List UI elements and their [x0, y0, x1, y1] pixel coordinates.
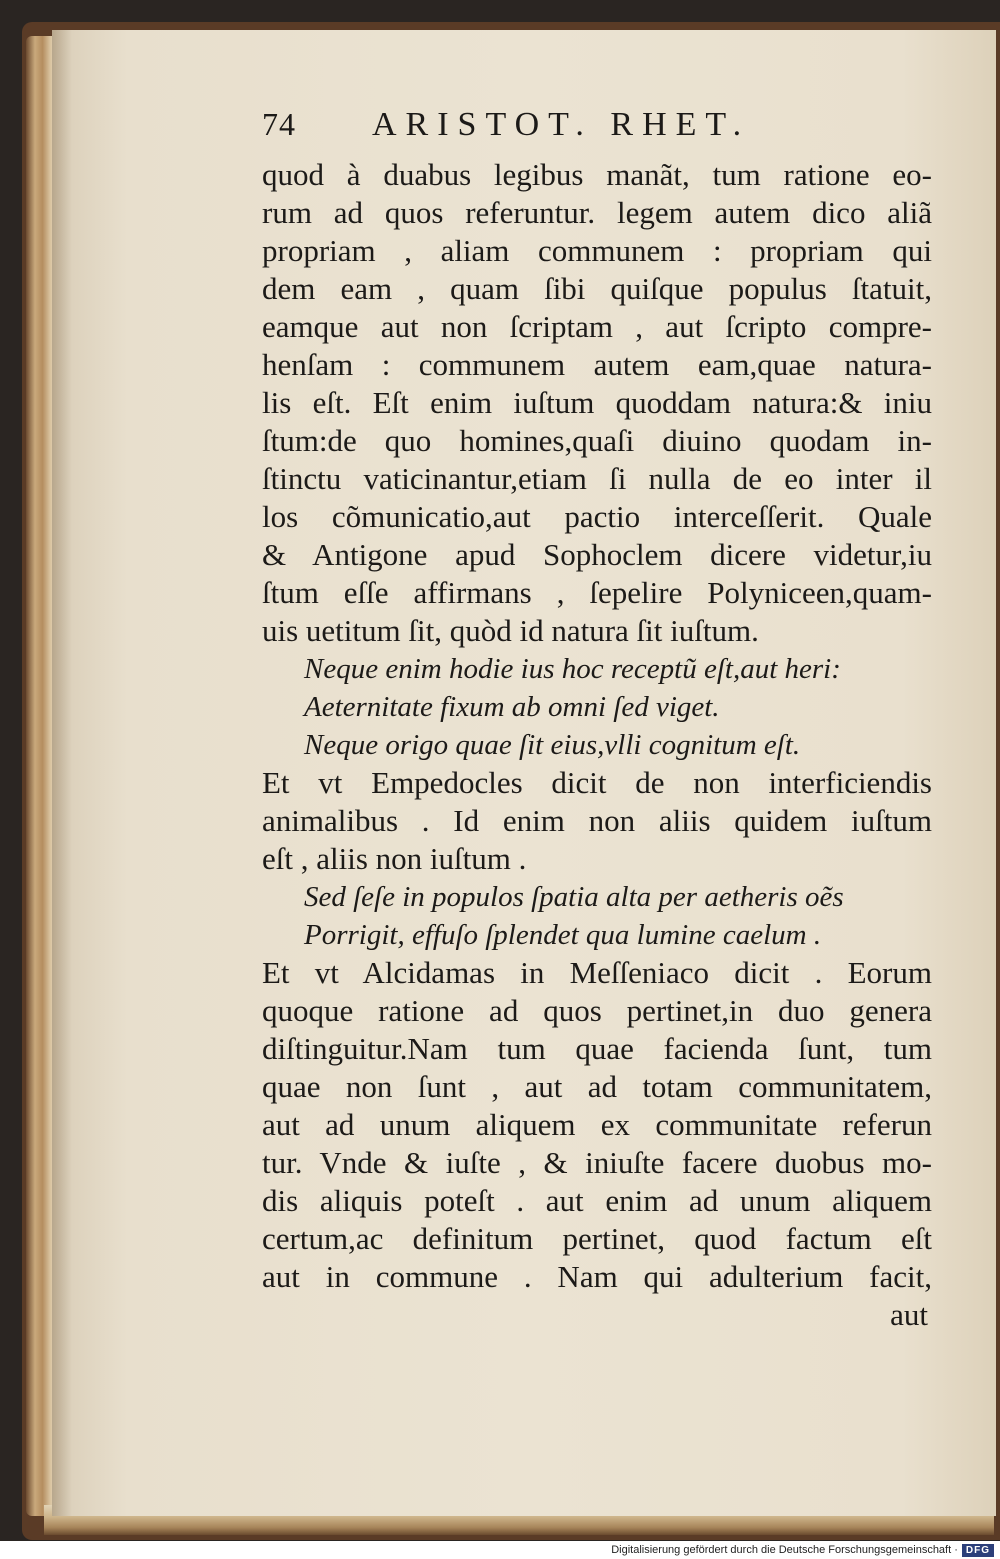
- text-line: aut ad unum aliquem ex communitate referun: [262, 1107, 932, 1142]
- verse-line: Neque origo quae ſit eius,vlli cognitum eſt.: [304, 729, 801, 761]
- text-line: lis eſt. Eſt enim iuſtum quoddam natura:& iniu: [262, 385, 932, 420]
- text-line: aut in commune . Nam qui adulterium facit,: [262, 1259, 932, 1294]
- running-head: [262, 106, 932, 156]
- text-line: ſtum:de quo homines,quaſi diuino quodam in-: [262, 423, 932, 458]
- text-line: los cõmunicatio,aut pactio interceſſerit. Quale: [262, 499, 932, 534]
- text-line: eſt , aliis non iuſtum .: [262, 841, 527, 876]
- text-line: & Antigone apud Sophoclem dicere videtur,iu: [262, 537, 932, 572]
- text-line: eamque aut non ſcriptam , aut ſcripto compre-: [262, 309, 932, 344]
- text-line: uis uetitum ſit, quòd id natura ſit iuſtum.: [262, 613, 759, 648]
- text-line: propriam , aliam communem : propriam qui: [262, 233, 932, 268]
- text-line: ſtum eſſe affirmans , ſepelire Polyniceen,quam-: [262, 575, 932, 610]
- text-line: ſtinctu vaticinantur,etiam ſi nulla de eo inter il: [262, 461, 932, 496]
- verse-line: Sed ſeſe in populos ſpatia alta per aetheris oẽs: [304, 881, 844, 913]
- verse-line: Porrigit, effuſo ſplendet qua lumine caelum .: [304, 919, 822, 951]
- page-number: 74: [262, 106, 296, 142]
- gutter-shadow: [52, 30, 72, 1516]
- text-line: quoque ratione ad quos pertinet,in duo genera: [262, 993, 932, 1028]
- text-line: diſtinguitur.Nam tum quae facienda ſunt, tum: [262, 1031, 932, 1066]
- text-line: quae non ſunt , aut ad totam communitatem,: [262, 1069, 932, 1104]
- text-line: quod à duabus legibus manãt, tum ratione eo-: [262, 157, 932, 192]
- verse-line: Aeternitate fixum ab omni ſed viget.: [304, 691, 720, 723]
- page-text-block: [262, 106, 932, 1334]
- text-line: dis aliquis poteſt . aut enim ad unum aliquem: [262, 1183, 932, 1218]
- digitization-footer: [0, 1541, 1000, 1559]
- text-line: dem eam , quam ſibi quiſque populus ſtatuit,: [262, 271, 932, 306]
- text-line: henſam : communem autem eam,quae natura-: [262, 347, 932, 382]
- dfg-logo: DFG: [962, 1544, 994, 1557]
- footer-credit: Digitalisierung gefördert durch die Deutsche Forschungsgemeinschaft ·: [611, 1544, 958, 1556]
- catchword: aut: [890, 1297, 928, 1332]
- verse-line: Neque enim hodie ius hoc receptũ eſt,aut heri:: [304, 653, 841, 685]
- text-line: tur. Vnde & iuſte , & iniuſte facere duobus mo-: [262, 1145, 932, 1180]
- text-line: rum ad quos referuntur. legem autem dico aliã: [262, 195, 932, 230]
- running-title: ARISTOT. RHET.: [372, 106, 751, 143]
- text-line: Et vt Empedocles dicit de non interficiendis: [262, 765, 932, 800]
- text-line: Et vt Alcidamas in Meſſeniaco dicit . Eorum: [262, 955, 932, 990]
- text-line: certum,ac definitum pertinet, quod factum eſt: [262, 1221, 932, 1256]
- text-line: animalibus . Id enim non aliis quidem iuſtum: [262, 803, 932, 838]
- text-lines: [262, 156, 932, 1296]
